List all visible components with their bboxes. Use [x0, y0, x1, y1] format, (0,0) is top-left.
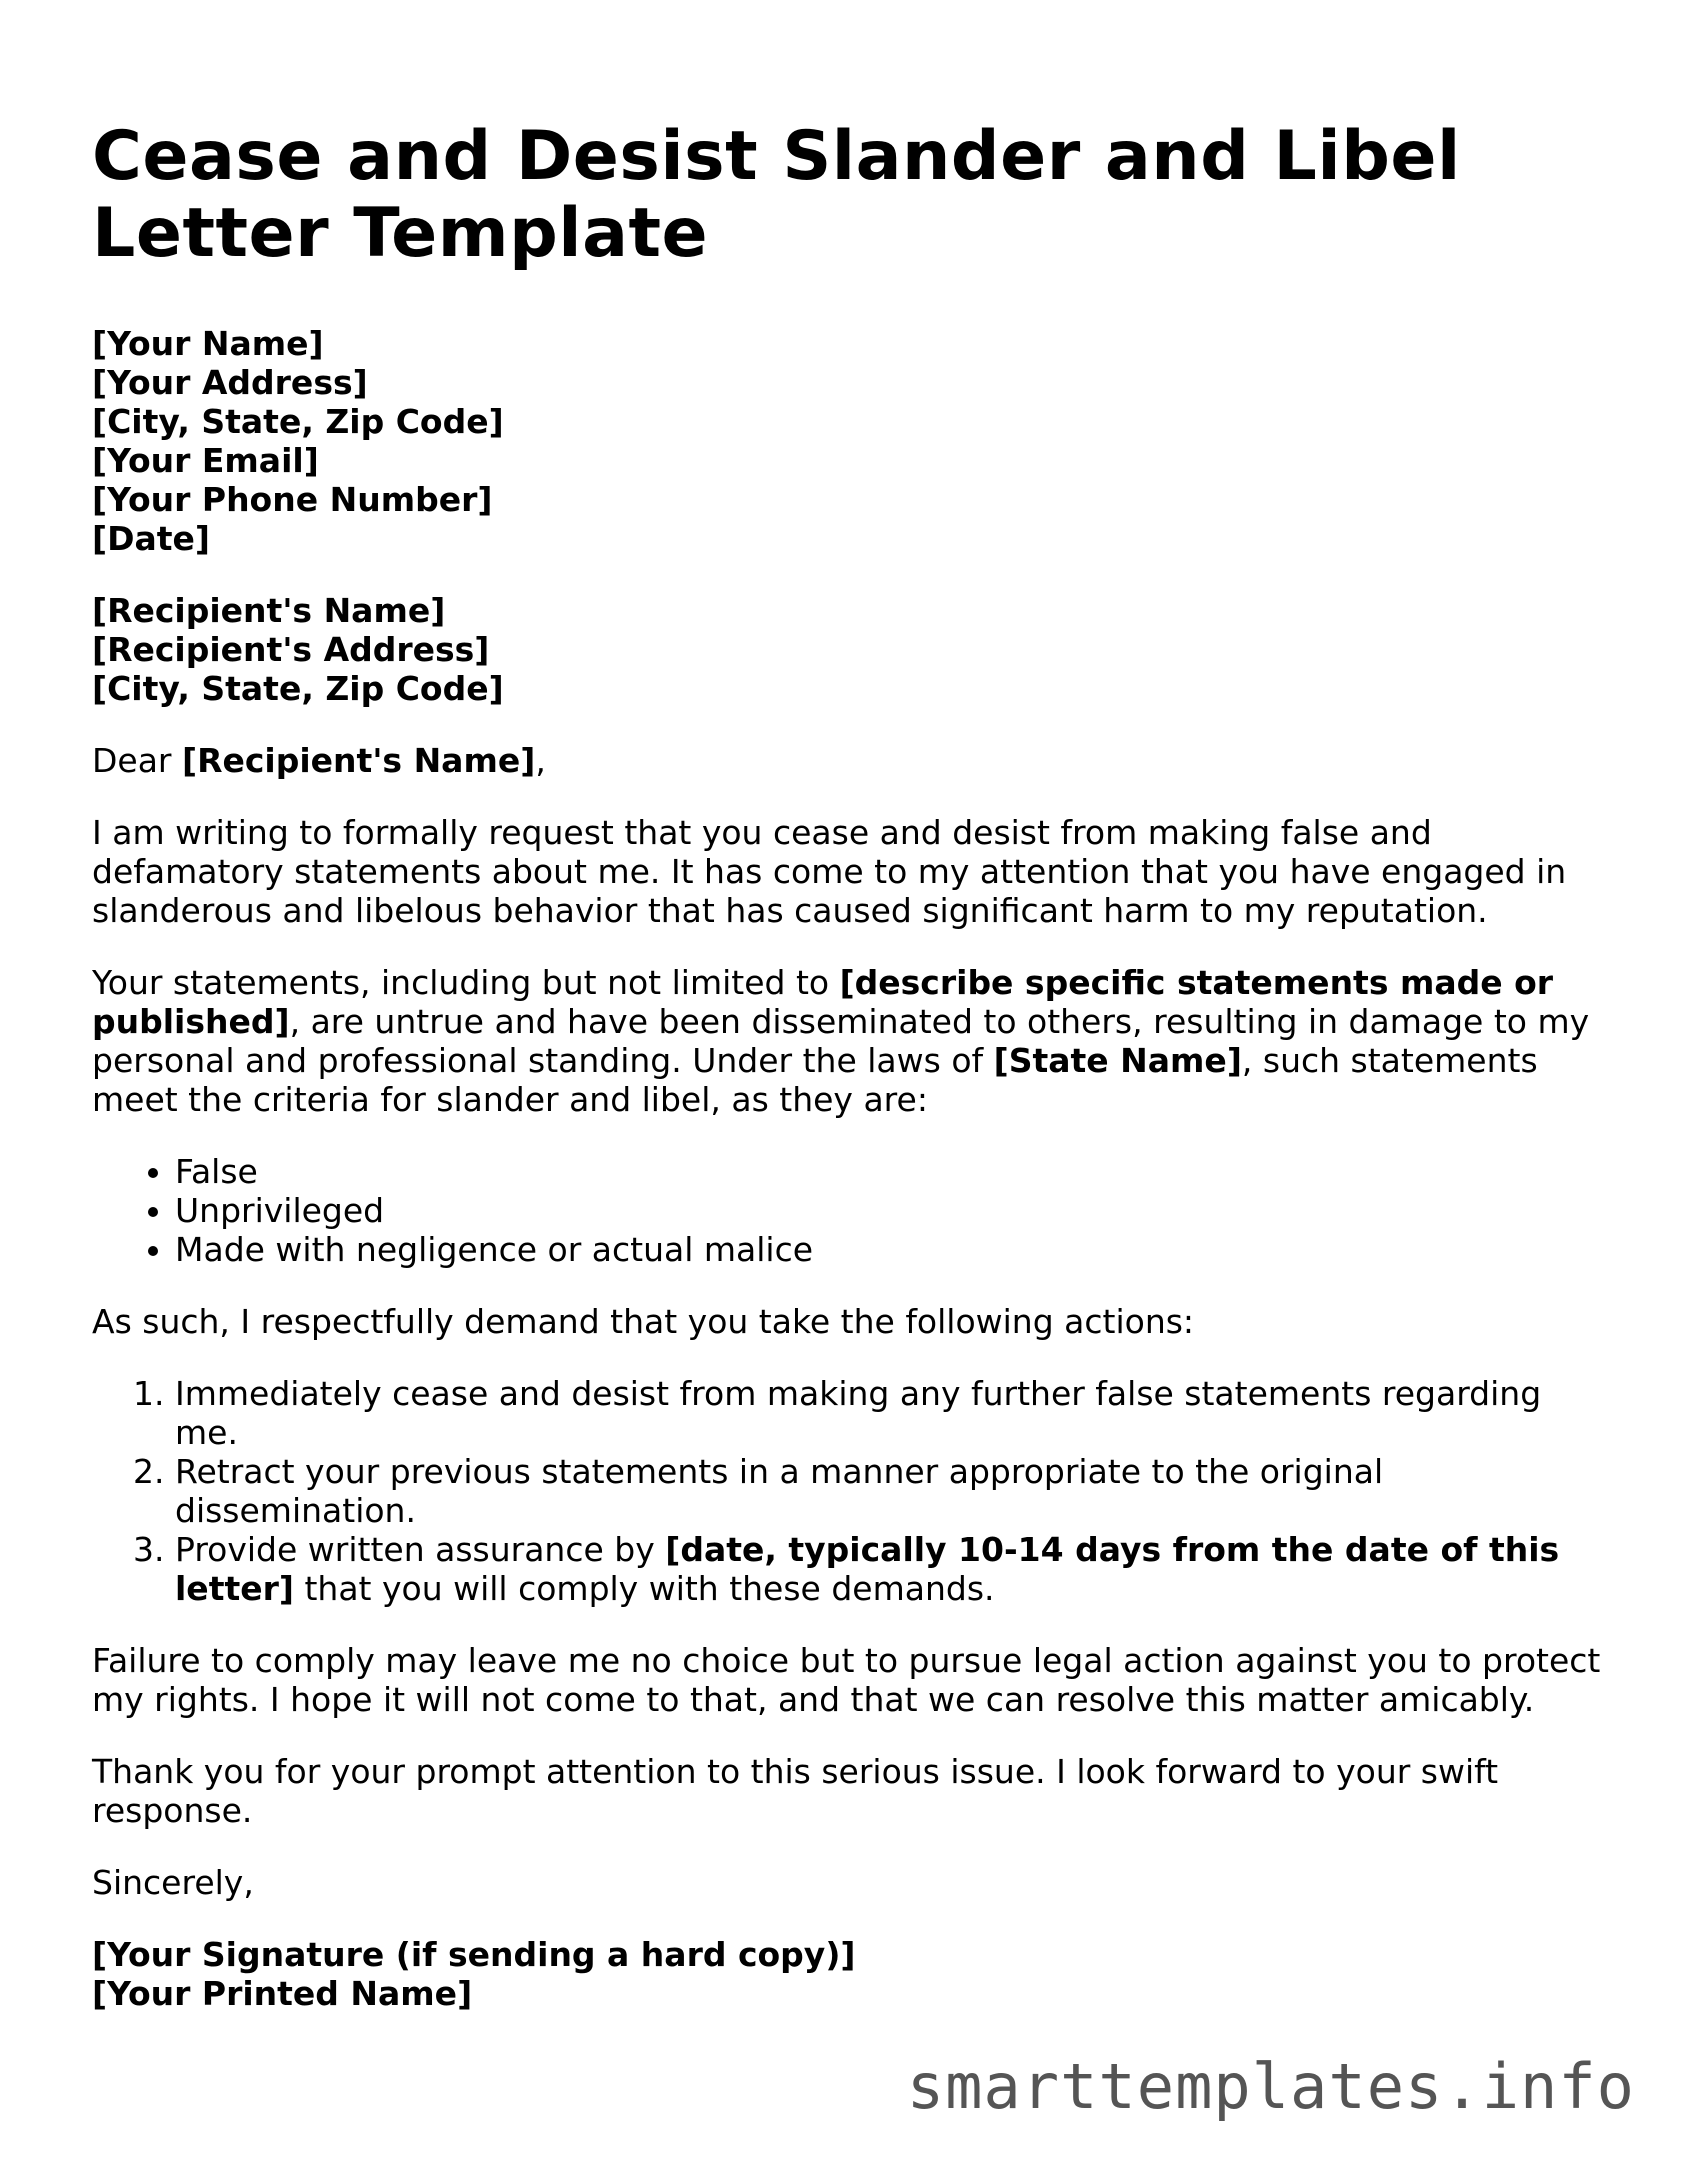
actions-list — [92, 1374, 1612, 1608]
watermark: smarttemplates.info — [906, 2050, 1635, 2123]
sender-date: [Date] — [92, 519, 210, 558]
list-item: • Made with negligence or actual malice — [175, 1230, 1612, 1269]
page-title: Cease and Desist Slander and Libel Letter Template — [92, 117, 1461, 273]
date-placeholder: [date, typically 10-14 days from the date of this letter] — [175, 1530, 1560, 1608]
recipient-name: [Recipient's Name] — [92, 591, 446, 630]
statements-paragraph — [92, 963, 1612, 1119]
sender-block — [92, 324, 1612, 558]
letter-page — [92, 118, 1612, 2046]
closing: Sincerely, — [92, 1863, 254, 1902]
recipient-block — [92, 591, 1612, 708]
list-item: • False — [175, 1152, 1612, 1191]
list-item — [175, 1530, 1612, 1608]
recipient-address: [Recipient's Address] — [92, 630, 490, 669]
action-3-text-2: that you will comply with these demands. — [293, 1569, 995, 1608]
list-item: 1. Immediately cease and desist from making any further false statements regarding me. — [175, 1374, 1612, 1452]
sender-city-state-zip: [City, State, Zip Code] — [92, 402, 504, 441]
state-name-placeholder: [State Name] — [993, 1041, 1242, 1080]
sender-name: [Your Name] — [92, 324, 324, 363]
action-3-text-1: Provide written assurance by — [175, 1530, 666, 1569]
thanks-paragraph: Thank you for your prompt attention to this serious issue. I look forward to your swift response. — [92, 1752, 1499, 1830]
salutation-prefix: Dear — [92, 741, 182, 780]
salutation-name: [Recipient's Name] — [182, 741, 536, 780]
failure-paragraph: Failure to comply may leave me no choice but to pursue legal action against you to protect my rights. I hope it will not come to that, and that we can resolve this matter amicably. — [92, 1641, 1601, 1719]
signature-line: [Your Signature (if sending a hard copy)] — [92, 1935, 856, 1974]
salutation-suffix: , — [535, 741, 546, 780]
statements-text-2: , are untrue and have been disseminated to others, resulting in damage to my personal and professional standing. Under the laws of — [92, 1002, 1590, 1080]
sender-phone: [Your Phone Number] — [92, 480, 493, 519]
salutation — [92, 741, 1612, 780]
sender-address: [Your Address] — [92, 363, 368, 402]
intro-paragraph: I am writing to formally request that you cease and desist from making false and defamatory statements about me. It has come to my attention that you have engaged in slanderous and libelous behavior that has caused significant harm to my reputation. — [92, 813, 1567, 930]
statements-text-3: , such statements meet the criteria for slander and libel, as they are: — [92, 1041, 1538, 1119]
list-item: 2. Retract your previous statements in a manner appropriate to the original dissemination. — [175, 1452, 1612, 1530]
signature-block — [92, 1935, 1612, 2013]
criteria-list — [92, 1152, 1612, 1269]
statements-placeholder: [describe specific statements made or published] — [92, 963, 1554, 1041]
recipient-city-state-zip: [City, State, Zip Code] — [92, 669, 504, 708]
printed-name-line: [Your Printed Name] — [92, 1974, 473, 2013]
demand-intro: As such, I respectfully demand that you take the following actions: — [92, 1302, 1195, 1341]
statements-text-1: Your statements, including but not limited to — [92, 963, 840, 1002]
list-item: • Unprivileged — [175, 1191, 1612, 1230]
sender-email: [Your Email] — [92, 441, 319, 480]
